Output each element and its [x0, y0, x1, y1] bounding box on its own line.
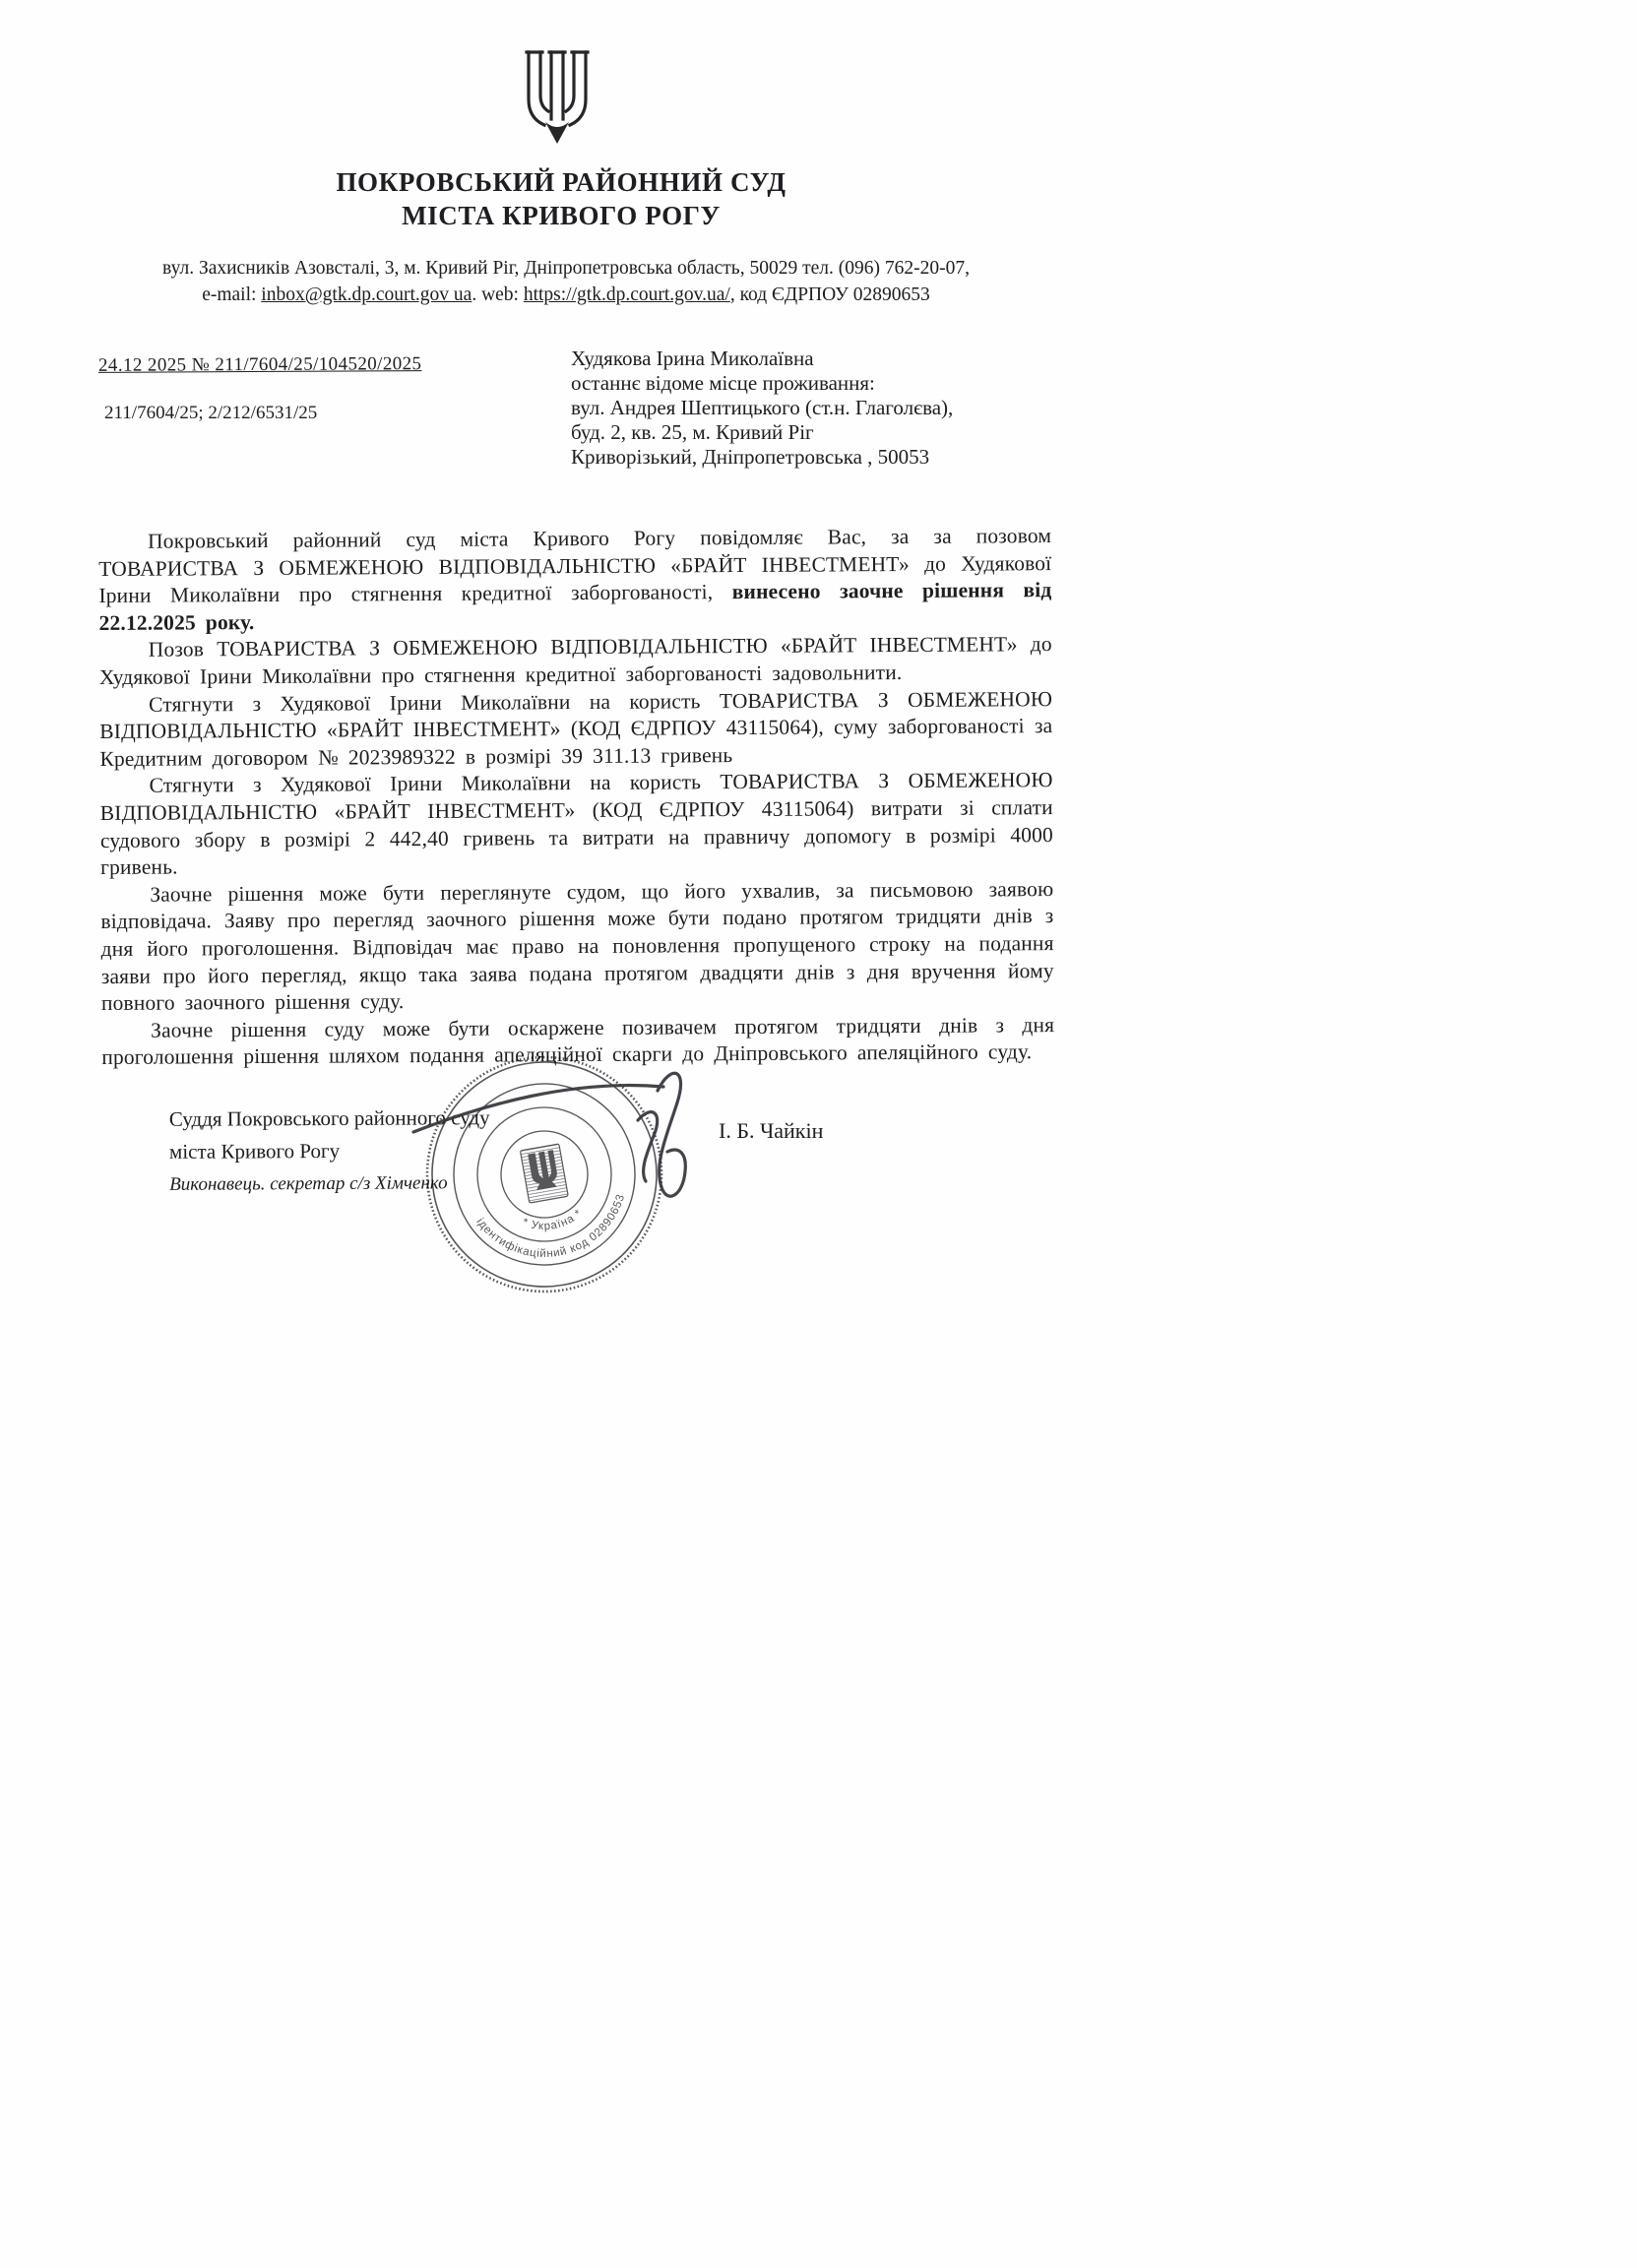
- stamp-country-text: * Україна *: [520, 1207, 586, 1233]
- edrpou-code: , код ЄДРПОУ 02890653: [729, 284, 930, 305]
- recipient-name: Худякова Ірина Миколаївна: [571, 346, 814, 370]
- court-name-line1: ПОКРОВСЬКИЙ РАЙОННИЙ СУД: [336, 167, 787, 197]
- letter-body: [98, 523, 1054, 1072]
- case-numbers: 211/7604/25; 2/212/6531/25: [104, 403, 318, 423]
- paragraph-appeal-rights: Заочне рішення суду може бути оскаржене позивачем протягом тридцяти днів з дня проголошення рішення шляхом подання апеляційної скарги до Дніпровського апеляційного суду.: [101, 1012, 1055, 1070]
- recipient-street: вул. Андрея Шептицького (ст.н. Глаголєва),: [571, 396, 954, 419]
- court-contacts: [79, 255, 1053, 308]
- web-label: . web:: [472, 284, 524, 305]
- court-name-line2: МІСТА КРИВОГО РОГУ: [402, 201, 721, 230]
- email-link: inbox@gtk.dp.court.gov ua: [261, 284, 472, 305]
- court-name: [98, 165, 1024, 232]
- web-link: https://gtk.dp.court.gov.ua/: [523, 284, 730, 305]
- recipient-building: буд. 2, кв. 25, м. Кривий Ріг: [571, 420, 814, 444]
- judge-name: І. Б. Чайкін: [719, 1118, 824, 1143]
- recipient-region: Криворізький, Дніпропетровська , 50053: [571, 445, 930, 469]
- outgoing-ref-number: 24.12 2025 № 211/7604/25/104520/2025: [97, 353, 422, 376]
- judge-signature-handwriting-icon: [406, 1061, 711, 1219]
- paragraph-notice-text: Покровський районний суд міста Кривого Рогу повідомляє Вас, за за позовом ТОВАРИСТВА З ОБМЕЖЕНОЮ ВІДПОВІДАЛЬНІСТЮ «БРАЙТ ІНВЕСТМЕНТ» до Худякової Ірини Миколаївни про стягнення кредитної заборгованості,: [98, 524, 1052, 608]
- paragraph-notice-bold: винесено заочне рішення від 22.12.2025 року.: [98, 578, 1052, 635]
- stamp-code-text: ідентифікаційний код 02890653: [473, 1192, 628, 1261]
- paragraph-notice: [98, 523, 1052, 637]
- paragraph-claim-granted: Позов ТОВАРИСТВА З ОБМЕЖЕНОЮ ВІДПОВІДАЛЬНІСТЮ «БРАЙТ ІНВЕСТМЕНТ» до Худякової Ірини Миколаївни про стягнення кредитної заборгованості задовольнити.: [98, 632, 1052, 689]
- court-address-line: вул. Захисників Азовсталі, 3, м. Кривий Ріг, Дніпропетровська область, 50029 тел. (096) 762-20-07,: [162, 258, 970, 279]
- judge-title-line2: міста Кривого Рогу: [168, 1138, 341, 1164]
- executor-line: Виконавець. секретар с/з Хімченко: [169, 1172, 448, 1195]
- judge-title-line1: Суддя Покровського районного суду: [168, 1105, 490, 1131]
- ukraine-trident-emblem-icon: [522, 45, 593, 148]
- recipient-address-block: [571, 346, 1034, 470]
- paragraph-debt-recovery: Стягнути з Худякової Ірини Миколаївни на користь ТОВАРИСТВА З ОБМЕЖЕНОЮ ВІДПОВІДАЛЬНІСТЮ «БРАЙТ ІНВЕСТМЕНТ» (КОД ЄДРПОУ 43115064), суму заборгованості за Кредитним договором № 2023989322 в розмірі 39 311.13 гривень: [99, 686, 1053, 771]
- paragraph-court-costs: Стягнути з Худякової Ірини Миколаївни на користь ТОВАРИСТВА З ОБМЕЖЕНОЮ ВІДПОВІДАЛЬНІСТЮ «БРАЙТ ІНВЕСТМЕНТ» (КОД ЄДРПОУ 43115064) витрати зі сплати судового збору в розмірі 2 442,40 гривень та витрати на правничу допомогу в розмірі 4000 гривень.: [99, 768, 1053, 880]
- paragraph-review-rights: Заочне рішення може бути переглянуте судом, що його ухвалив, за письмовою заявою відповідача. Заяву про перегляд заочного рішення може бути подано протягом тридцяти днів з дня його проголошення. Відповідач має право на поновлення пропущеного строку на подання заяви про його перегляд, якщо така заява подана протягом двадцяти днів з дня вручення йому повного заочного рішення суду.: [100, 876, 1054, 1016]
- court-contacts-line: [79, 282, 1053, 308]
- recipient-residence-label: останнє відоме місце проживання:: [571, 371, 875, 395]
- email-label: e-mail:: [202, 284, 262, 305]
